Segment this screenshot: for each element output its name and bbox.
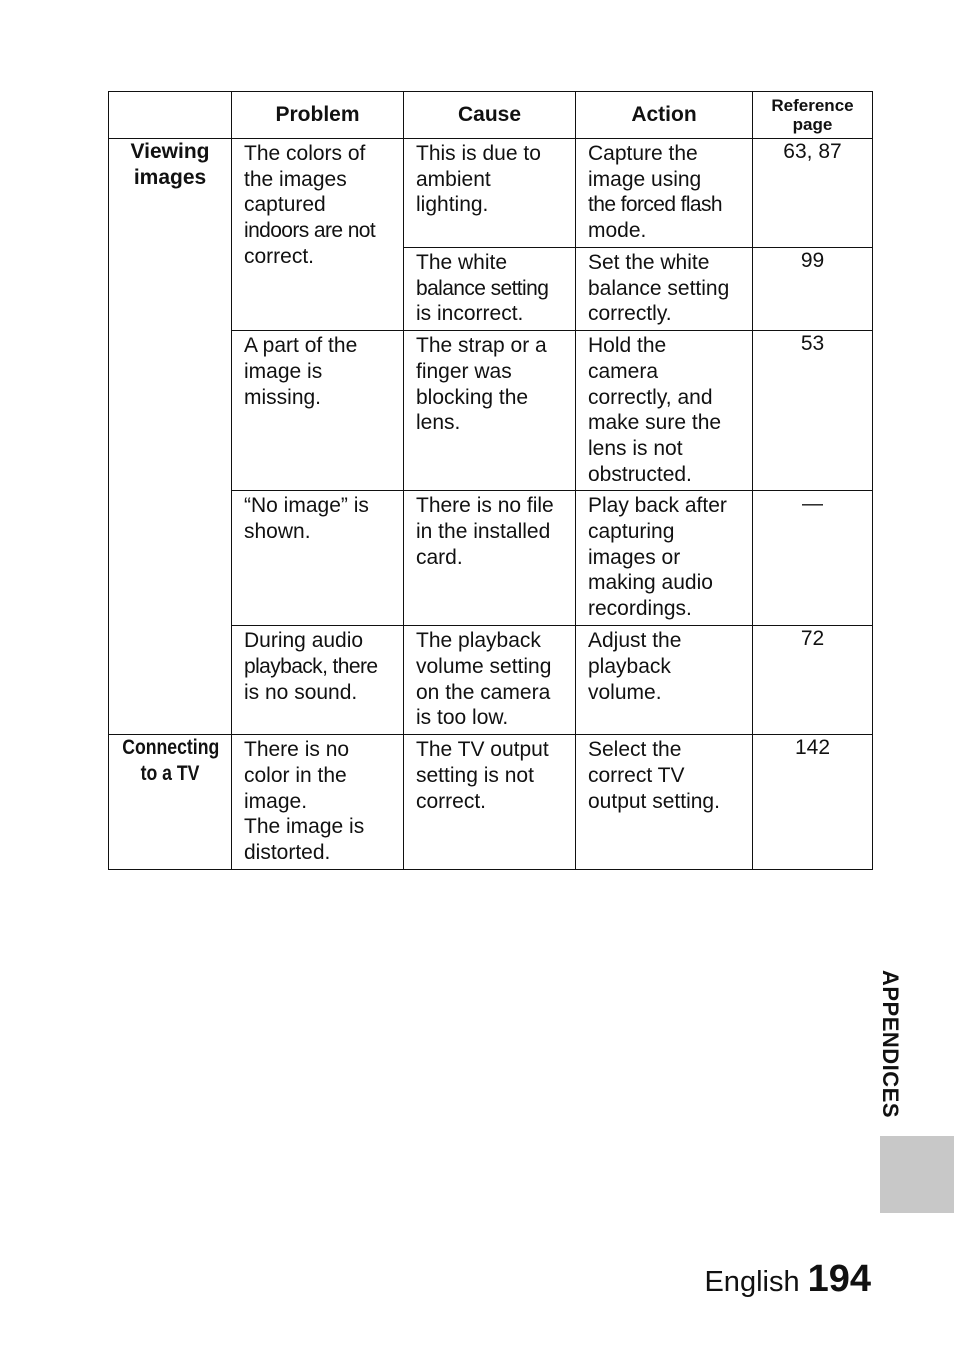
header-reference-page: Reference page	[753, 92, 873, 139]
reference-page-cell: 99	[753, 248, 873, 331]
reference-page-cell: 142	[753, 735, 873, 870]
header-action: Action	[576, 92, 753, 139]
section-label-appendices: APPENDICES	[878, 969, 903, 1119]
section-tab-marker	[880, 1136, 954, 1213]
page-footer	[704, 1258, 871, 1301]
page-number: 194	[807, 1258, 871, 1300]
action-cell: Hold the camera correctly, and make sure the lens is not obstructed.	[576, 331, 753, 491]
header-category	[109, 92, 232, 139]
action-cell: Select the correct TV output setting.	[576, 735, 753, 870]
reference-page-cell: —	[753, 491, 873, 626]
header-cause: Cause	[404, 92, 576, 139]
problem-cell: There is no color in the image. The image is distorted.	[232, 735, 404, 870]
table-row	[109, 735, 873, 870]
cause-cell: This is due to ambient lighting.	[404, 139, 576, 248]
cause-cell: The TV output setting is not correct.	[404, 735, 576, 870]
problem-cell: A part of the image is missing.	[232, 331, 404, 491]
action-cell: Adjust the playback volume.	[576, 626, 753, 735]
problem-cell: The colors of the images captured indoors are not correct.	[232, 139, 404, 331]
cause-cell: The white balance setting is incorrect.	[404, 248, 576, 331]
header-problem: Problem	[232, 92, 404, 139]
troubleshooting-table	[108, 91, 873, 870]
action-cell: Play back after capturing images or making audio recordings.	[576, 491, 753, 626]
reference-page-cell: 72	[753, 626, 873, 735]
category-connecting-to-tv: Connecting to a TV	[109, 735, 232, 870]
action-cell: Capture the image using the forced flash mode.	[576, 139, 753, 248]
action-cell: Set the white balance setting correctly.	[576, 248, 753, 331]
cause-cell: There is no file in the installed card.	[404, 491, 576, 626]
problem-cell: During audio playback, there is no sound.	[232, 626, 404, 735]
reference-page-cell: 53	[753, 331, 873, 491]
table-header-row	[109, 92, 873, 139]
category-viewing-images: Viewing images	[109, 139, 232, 735]
cause-cell: The playback volume setting on the camera is too low.	[404, 626, 576, 735]
footer-language: English	[704, 1266, 800, 1298]
table-row	[109, 139, 873, 248]
cause-cell: The strap or a finger was blocking the lens.	[404, 331, 576, 491]
reference-page-cell: 63, 87	[753, 139, 873, 248]
problem-cell: “No image” is shown.	[232, 491, 404, 626]
